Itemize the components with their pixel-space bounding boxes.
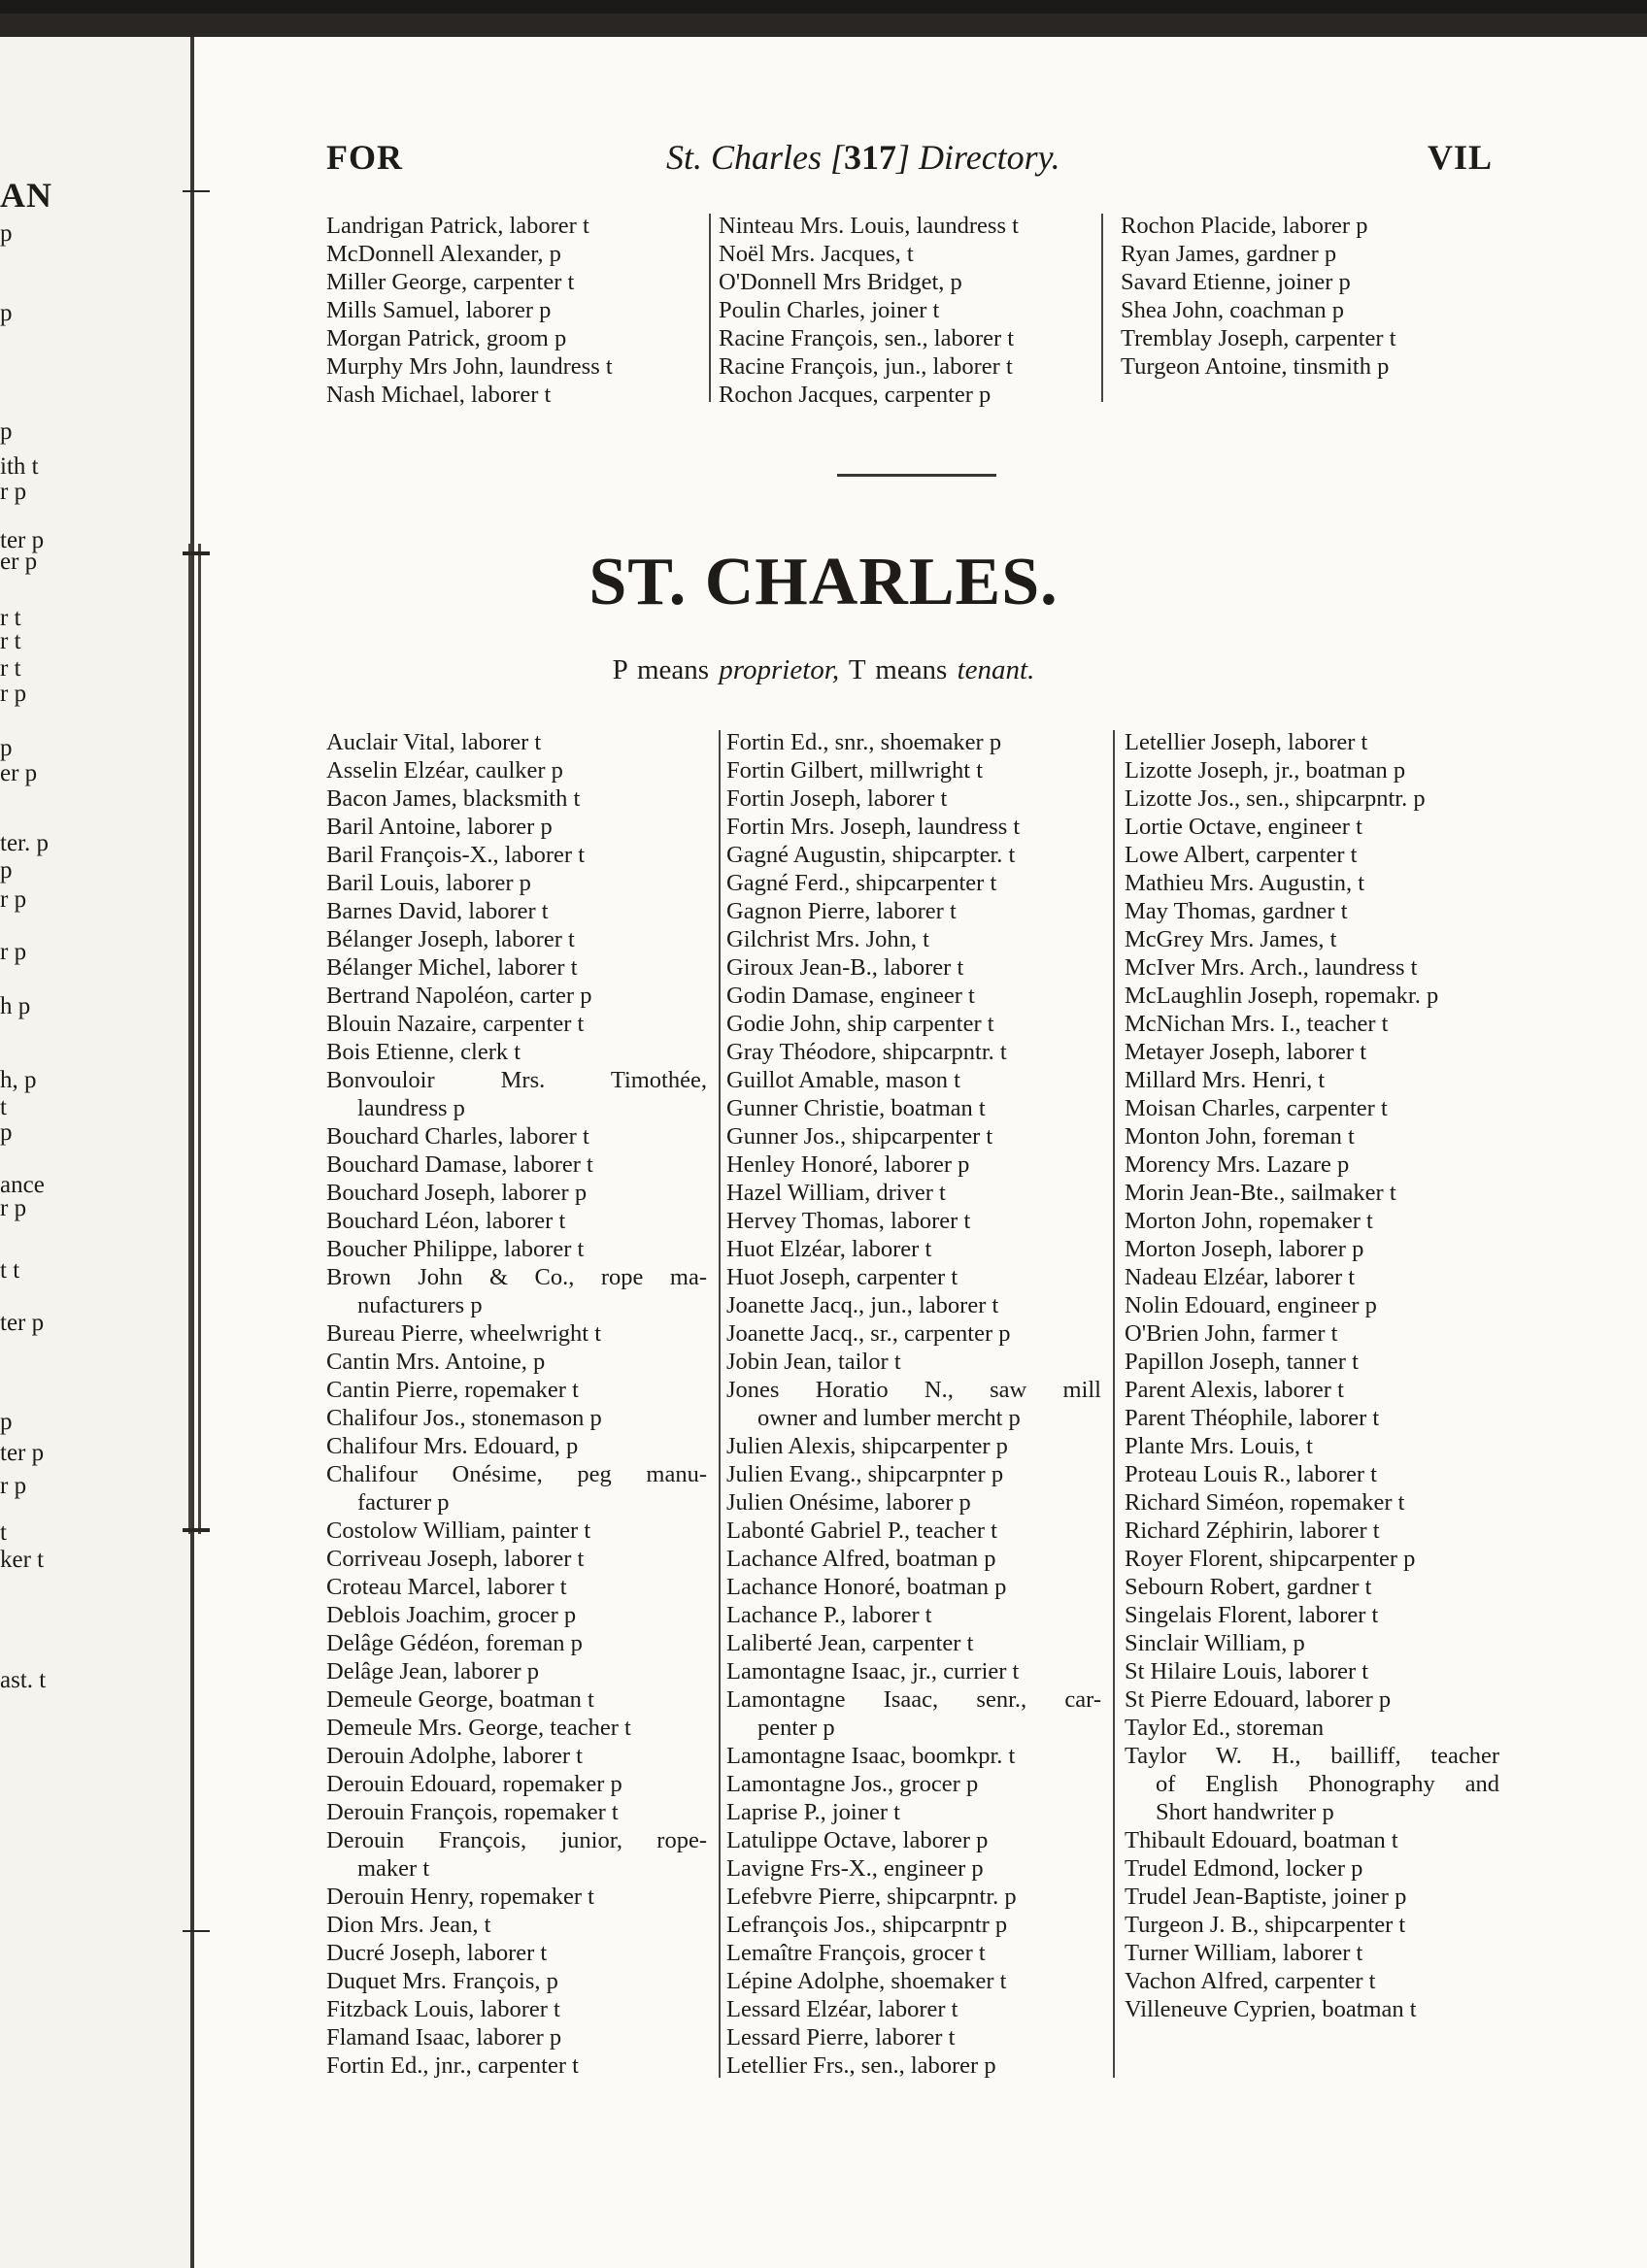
- directory-entry: Savard Etienne, joiner p: [1121, 269, 1351, 295]
- legend-p-prefix: P means: [612, 654, 720, 685]
- directory-entry: Nolin Edouard, engineer p: [1125, 1292, 1377, 1318]
- directory-entry: Royer Florent, shipcarpenter p: [1125, 1546, 1416, 1572]
- directory-entry: Millard Mrs. Henri, t: [1125, 1067, 1326, 1093]
- directory-entry: Sebourn Robert, gardner t: [1125, 1574, 1372, 1600]
- directory-entry: Trudel Edmond, locker p: [1125, 1855, 1363, 1882]
- margin-fragment: r p: [0, 1473, 27, 1499]
- directory-entry: Bertrand Napoléon, carter p: [326, 983, 592, 1009]
- directory-entry: Joanette Jacq., sr., carpenter p: [726, 1320, 1011, 1347]
- directory-entry: Richard Zéphirin, laborer t: [1125, 1518, 1380, 1544]
- directory-entry: Labonté Gabriel P., teacher t: [726, 1518, 997, 1544]
- directory-entry: Barnes David, laborer t: [326, 898, 549, 924]
- margin-fragment: er p: [0, 549, 38, 575]
- directory-entry: Monton John, foreman t: [1125, 1123, 1355, 1150]
- binding-rail: [188, 544, 191, 1534]
- directory-entry: Derouin Henry, ropemaker t: [326, 1884, 594, 1910]
- margin-fragment: h, p: [0, 1067, 37, 1093]
- binding-rail: [198, 544, 201, 1534]
- top-column-3: [1121, 212, 1480, 381]
- left-page-header: AN: [0, 176, 52, 215]
- directory-entry: Chalifour Jos., stonemason p: [326, 1405, 602, 1431]
- directory-entry: Ninteau Mrs. Louis, laundress t: [719, 213, 1019, 239]
- directory-entry: Lowe Albert, carpenter t: [1125, 842, 1358, 868]
- directory-entry: Hazel William, driver t: [726, 1180, 946, 1206]
- directory-entry: Lamontagne Isaac, senr., car-: [726, 1686, 1101, 1713]
- binding-thread: [183, 1528, 210, 1532]
- margin-fragment: p: [0, 220, 13, 247]
- directory-entry: Laprise P., joiner t: [726, 1799, 900, 1825]
- directory-entry: Lemaître François, grocer t: [726, 1940, 986, 1966]
- margin-fragment: p: [0, 1119, 13, 1146]
- directory-entry: McDonnell Alexander, p: [326, 241, 561, 267]
- column-rule: [709, 214, 711, 402]
- directory-entry: Guillot Amable, mason t: [726, 1067, 960, 1093]
- legend-tenant: tenant.: [957, 654, 1035, 685]
- binding-thread: [183, 1930, 210, 1932]
- directory-entry: Lachance Honoré, boatman p: [726, 1574, 1007, 1600]
- margin-fragment: p: [0, 857, 13, 884]
- directory-entry: Gagnon Pierre, laborer t: [726, 898, 957, 924]
- directory-entry: Nash Michael, laborer t: [326, 382, 552, 408]
- directory-entry: Ryan James, gardner p: [1121, 241, 1337, 267]
- directory-entry-continuation: penter p: [757, 1715, 835, 1741]
- directory-entry: Letellier Joseph, laborer t: [1125, 729, 1368, 755]
- margin-fragment: t: [0, 1519, 7, 1546]
- directory-entry: Demeule Mrs. George, teacher t: [326, 1715, 631, 1741]
- directory-entry: Bouchard Léon, laborer t: [326, 1208, 566, 1234]
- directory-entry: Morin Jean-Bte., sailmaker t: [1125, 1180, 1396, 1206]
- directory-entry: Corriveau Joseph, laborer t: [326, 1546, 585, 1572]
- directory-entry: Chalifour Mrs. Edouard, p: [326, 1433, 579, 1459]
- directory-entry: Racine François, sen., laborer t: [719, 325, 1015, 351]
- margin-fragment: r p: [0, 479, 27, 505]
- directory-entry: Derouin François, junior, rope-: [326, 1827, 707, 1853]
- directory-entry: Derouin Adolphe, laborer t: [326, 1743, 583, 1769]
- directory-entry: Bouchard Damase, laborer t: [326, 1151, 593, 1178]
- directory-entry: Julien Onésime, laborer p: [726, 1489, 971, 1516]
- directory-entry: Taylor W. H., bailliff, teacher: [1125, 1743, 1499, 1769]
- directory-entry: Baril Louis, laborer p: [326, 870, 531, 896]
- directory-entry: McNichan Mrs. I., teacher t: [1125, 1011, 1389, 1037]
- directory-entry: Joanette Jacq., jun., laborer t: [726, 1292, 999, 1318]
- directory-column-3: [1125, 728, 1499, 2023]
- directory-entry: Mills Samuel, laborer p: [326, 297, 552, 323]
- directory-entry: Huot Joseph, carpenter t: [726, 1264, 958, 1290]
- column-rule: [1101, 214, 1103, 402]
- running-header-right: VIL: [1428, 138, 1494, 177]
- scan-top-edge: [0, 0, 1647, 14]
- directory-entry: Baril Antoine, laborer p: [326, 814, 553, 840]
- margin-fragment: ter. p: [0, 830, 49, 856]
- directory-entry: St Pierre Edouard, laborer p: [1125, 1686, 1392, 1713]
- directory-entry-continuation: laundress p: [357, 1095, 465, 1121]
- running-header-title: [666, 138, 1060, 177]
- directory-entry: Bacon James, blacksmith t: [326, 785, 581, 812]
- directory-entry: Hervey Thomas, laborer t: [726, 1208, 971, 1234]
- directory-entry: Lefrançois Jos., shipcarpntr p: [726, 1912, 1008, 1938]
- directory-entry-continuation: nufacturers p: [357, 1292, 483, 1318]
- legend-proprietor: proprietor,: [719, 654, 840, 685]
- directory-entry: Asselin Elzéar, caulker p: [326, 757, 563, 784]
- directory-entry: O'Brien John, farmer t: [1125, 1320, 1338, 1347]
- directory-entry: Parent Alexis, laborer t: [1125, 1377, 1344, 1403]
- directory-entry: Lavigne Frs-X., engineer p: [726, 1855, 984, 1882]
- margin-fragment: ter p: [0, 527, 45, 553]
- directory-entry: Jobin Jean, tailor t: [726, 1349, 901, 1375]
- directory-entry: Villeneuve Cyprien, boatman t: [1125, 1996, 1417, 2022]
- directory-entry-continuation: Short handwriter p: [1156, 1799, 1334, 1825]
- directory-entry: Jones Horatio N., saw mill: [726, 1377, 1101, 1403]
- directory-entry: Bouchard Joseph, laborer p: [326, 1180, 588, 1206]
- directory-entry: Fortin Mrs. Joseph, laundress t: [726, 814, 1021, 840]
- directory-entry: Lefebvre Pierre, shipcarpntr. p: [726, 1884, 1017, 1910]
- directory-entry: Julien Alexis, shipcarpenter p: [726, 1433, 1008, 1459]
- directory-entry: Demeule George, boatman t: [326, 1686, 594, 1713]
- directory-column-2: [726, 728, 1101, 2080]
- margin-fragment: ter p: [0, 1440, 45, 1466]
- directory-entry: Cantin Pierre, ropemaker t: [326, 1377, 579, 1403]
- margin-fragment: t: [0, 1094, 7, 1120]
- directory-entry: McIver Mrs. Arch., laundress t: [1125, 954, 1418, 981]
- binding-thread: [183, 190, 210, 192]
- directory-entry: Fitzback Louis, laborer t: [326, 1996, 560, 2022]
- directory-entry: Metayer Joseph, laborer t: [1125, 1039, 1366, 1065]
- directory-entry: Deblois Joachim, grocer p: [326, 1602, 577, 1628]
- column-rule: [719, 730, 721, 2078]
- directory-entry: Julien Evang., shipcarpnter p: [726, 1461, 1004, 1487]
- directory-entry: Sinclair William, p: [1125, 1630, 1305, 1656]
- directory-entry: Turgeon J. B., shipcarpenter t: [1125, 1912, 1406, 1938]
- directory-entry: St Hilaire Louis, laborer t: [1125, 1658, 1369, 1684]
- directory-entry: O'Donnell Mrs Bridget, p: [719, 269, 962, 295]
- directory-entry: Racine François, jun., laborer t: [719, 353, 1013, 380]
- margin-fragment: r t: [0, 605, 21, 631]
- directory-entry: Derouin Edouard, ropemaker p: [326, 1771, 622, 1797]
- directory-entry: Giroux Jean-B., laborer t: [726, 954, 964, 981]
- margin-fragment: ith t: [0, 453, 39, 480]
- directory-entry: Costolow William, painter t: [326, 1518, 591, 1544]
- directory-entry: Delâge Jean, laborer p: [326, 1658, 540, 1684]
- legend-t-prefix: T means: [839, 654, 958, 685]
- column-rule: [1113, 730, 1115, 2078]
- directory-entry: Gunner Christie, boatman t: [726, 1095, 986, 1121]
- directory-entry: Turner William, laborer t: [1125, 1940, 1363, 1966]
- directory-entry-continuation: of English Phonography and: [1156, 1771, 1499, 1797]
- directory-entry: Letellier Frs., sen., laborer p: [726, 2052, 996, 2079]
- directory-entry: Papillon Joseph, tanner t: [1125, 1349, 1359, 1375]
- directory-entry: Duquet Mrs. François, p: [326, 1968, 558, 1994]
- running-header-title-end: ] Directory.: [896, 138, 1060, 177]
- abbreviation-legend: [0, 652, 1647, 687]
- directory-entry: Auclair Vital, laborer t: [326, 729, 542, 755]
- directory-entry: Ducré Joseph, laborer t: [326, 1940, 548, 1966]
- directory-entry: Rochon Jacques, carpenter p: [719, 382, 992, 408]
- directory-entry: Flamand Isaac, laborer p: [326, 2024, 562, 2051]
- margin-fragment: r p: [0, 681, 27, 707]
- directory-entry: Bonvouloir Mrs. Timothée,: [326, 1067, 707, 1093]
- directory-entry: Godin Damase, engineer t: [726, 983, 975, 1009]
- margin-fragment: p: [0, 1409, 13, 1435]
- margin-fragment: r p: [0, 1195, 27, 1221]
- directory-entry: Tremblay Joseph, carpenter t: [1121, 325, 1396, 351]
- directory-entry: Lachance Alfred, boatman p: [726, 1546, 996, 1572]
- page-number: 317: [844, 138, 897, 177]
- directory-entry: Poulin Charles, joiner t: [719, 297, 940, 323]
- directory-entry: Lessard Elzéar, laborer t: [726, 1996, 958, 2022]
- directory-entry: Bois Etienne, clerk t: [326, 1039, 521, 1065]
- margin-fragment: p: [0, 418, 13, 445]
- directory-entry: Lachance P., laborer t: [726, 1602, 932, 1628]
- directory-entry: Fortin Ed., snr., shoemaker p: [726, 729, 1002, 755]
- directory-entry: Huot Elzéar, laborer t: [726, 1236, 932, 1262]
- margin-fragment: r t: [0, 628, 21, 654]
- directory-entry: Lizotte Jos., sen., shipcarpntr. p: [1125, 785, 1426, 812]
- directory-entry: Singelais Florent, laborer t: [1125, 1602, 1379, 1628]
- directory-entry: Parent Théophile, laborer t: [1125, 1405, 1380, 1431]
- margin-fragment: ance: [0, 1172, 45, 1198]
- margin-fragment: h p: [0, 993, 31, 1019]
- directory-entry: Shea John, coachman p: [1121, 297, 1344, 323]
- margin-fragment: r p: [0, 939, 27, 965]
- margin-fragment: r t: [0, 655, 21, 682]
- directory-entry-continuation: maker t: [357, 1855, 430, 1882]
- directory-entry: Morton Joseph, laborer p: [1125, 1236, 1364, 1262]
- directory-entry: Gilchrist Mrs. John, t: [726, 926, 929, 952]
- directory-entry: Gray Théodore, shipcarpntr. t: [726, 1039, 1007, 1065]
- directory-entry-continuation: facturer p: [357, 1489, 450, 1516]
- directory-entry: Chalifour Onésime, peg manu-: [326, 1461, 707, 1487]
- directory-entry: Boucher Philippe, laborer t: [326, 1236, 585, 1262]
- directory-entry: Fortin Gilbert, millwright t: [726, 757, 984, 784]
- directory-entry: Bureau Pierre, wheelwright t: [326, 1320, 602, 1347]
- directory-entry: Baril François-X., laborer t: [326, 842, 586, 868]
- directory-entry: Morgan Patrick, groom p: [326, 325, 567, 351]
- directory-entry: Gagné Ferd., shipcarpenter t: [726, 870, 997, 896]
- directory-entry: Morency Mrs. Lazare p: [1125, 1151, 1350, 1178]
- directory-entry: Laliberté Jean, carpenter t: [726, 1630, 974, 1656]
- directory-entry: Blouin Nazaire, carpenter t: [326, 1011, 585, 1037]
- margin-fragment: ter p: [0, 1310, 45, 1336]
- running-header-title-start: St. Charles [: [666, 138, 845, 177]
- directory-entry: McLaughlin Joseph, ropemakr. p: [1125, 983, 1439, 1009]
- directory-entry-continuation: owner and lumber mercht p: [757, 1405, 1021, 1431]
- directory-entry: Bélanger Michel, laborer t: [326, 954, 578, 981]
- directory-entry: Lamontagne Isaac, boomkpr. t: [726, 1743, 1016, 1769]
- directory-entry: Cantin Mrs. Antoine, p: [326, 1349, 546, 1375]
- directory-entry: Dion Mrs. Jean, t: [326, 1912, 491, 1938]
- directory-entry: Lizotte Joseph, jr., boatman p: [1125, 757, 1406, 784]
- directory-entry: Lamontagne Isaac, jr., currier t: [726, 1658, 1020, 1684]
- top-column-1: [326, 212, 678, 409]
- directory-entry: Thibault Edouard, boatman t: [1125, 1827, 1398, 1853]
- directory-entry: Lessard Pierre, laborer t: [726, 2024, 956, 2051]
- directory-entry: McGrey Mrs. James, t: [1125, 926, 1337, 952]
- directory-entry: Morton John, ropemaker t: [1125, 1208, 1373, 1234]
- directory-entry: Turgeon Antoine, tinsmith p: [1121, 353, 1390, 380]
- directory-entry: Plante Mrs. Louis, t: [1125, 1433, 1313, 1459]
- directory-entry: Bouchard Charles, laborer t: [326, 1123, 589, 1150]
- margin-fragment: t t: [0, 1257, 20, 1284]
- margin-fragment: p: [0, 735, 13, 761]
- directory-entry: Fortin Joseph, laborer t: [726, 785, 948, 812]
- directory-entry: Henley Honoré, laborer p: [726, 1151, 970, 1178]
- directory-entry: Miller George, carpenter t: [326, 269, 575, 295]
- margin-fragment: ker t: [0, 1547, 45, 1573]
- running-header-left: FOR: [326, 138, 403, 177]
- margin-fragment: ast. t: [0, 1667, 47, 1693]
- directory-entry: May Thomas, gardner t: [1125, 898, 1348, 924]
- margin-fragment: r p: [0, 886, 27, 913]
- directory-entry: Moisan Charles, carpenter t: [1125, 1095, 1388, 1121]
- directory-entry: Nadeau Elzéar, laborer t: [1125, 1264, 1356, 1290]
- directory-entry: Rochon Placide, laborer p: [1121, 213, 1368, 239]
- directory-entry: Noël Mrs. Jacques, t: [719, 241, 914, 267]
- directory-entry: Trudel Jean-Baptiste, joiner p: [1125, 1884, 1407, 1910]
- directory-entry: Derouin François, ropemaker t: [326, 1799, 619, 1825]
- section-title: ST. CHARLES.: [588, 545, 1059, 619]
- directory-entry: Latulippe Octave, laborer p: [726, 1827, 989, 1853]
- directory-entry: Mathieu Mrs. Augustin, t: [1125, 870, 1365, 896]
- directory-entry: Fortin Ed., jnr., carpenter t: [326, 2052, 579, 2079]
- directory-entry: Richard Siméon, ropemaker t: [1125, 1489, 1405, 1516]
- directory-entry: Croteau Marcel, laborer t: [326, 1574, 567, 1600]
- directory-entry: Bélanger Joseph, laborer t: [326, 926, 575, 952]
- directory-entry: Lamontagne Jos., grocer p: [726, 1771, 979, 1797]
- directory-entry: Brown John & Co., rope ma-: [326, 1264, 707, 1290]
- directory-entry: Delâge Gédéon, foreman p: [326, 1630, 583, 1656]
- directory-entry: Lépine Adolphe, shoemaker t: [726, 1968, 1007, 1994]
- directory-entry: Taylor Ed., storeman: [1125, 1715, 1325, 1741]
- directory-column-1: [326, 728, 707, 2080]
- directory-entry: Vachon Alfred, carpenter t: [1125, 1968, 1376, 1994]
- left-page-fragment: [0, 37, 190, 2268]
- directory-entry: Murphy Mrs John, laundress t: [326, 353, 613, 380]
- directory-entry: Godie John, ship carpenter t: [726, 1011, 994, 1037]
- directory-entry: Gunner Jos., shipcarpenter t: [726, 1123, 993, 1150]
- directory-entry: Proteau Louis R., laborer t: [1125, 1461, 1377, 1487]
- section-divider: [837, 474, 996, 477]
- margin-fragment: er p: [0, 760, 38, 786]
- directory-entry: Gagné Augustin, shipcarpter. t: [726, 842, 1016, 868]
- top-column-2: [719, 212, 1092, 409]
- margin-fragment: p: [0, 300, 13, 326]
- directory-entry: Landrigan Patrick, laborer t: [326, 213, 589, 239]
- directory-entry: Lortie Octave, engineer t: [1125, 814, 1362, 840]
